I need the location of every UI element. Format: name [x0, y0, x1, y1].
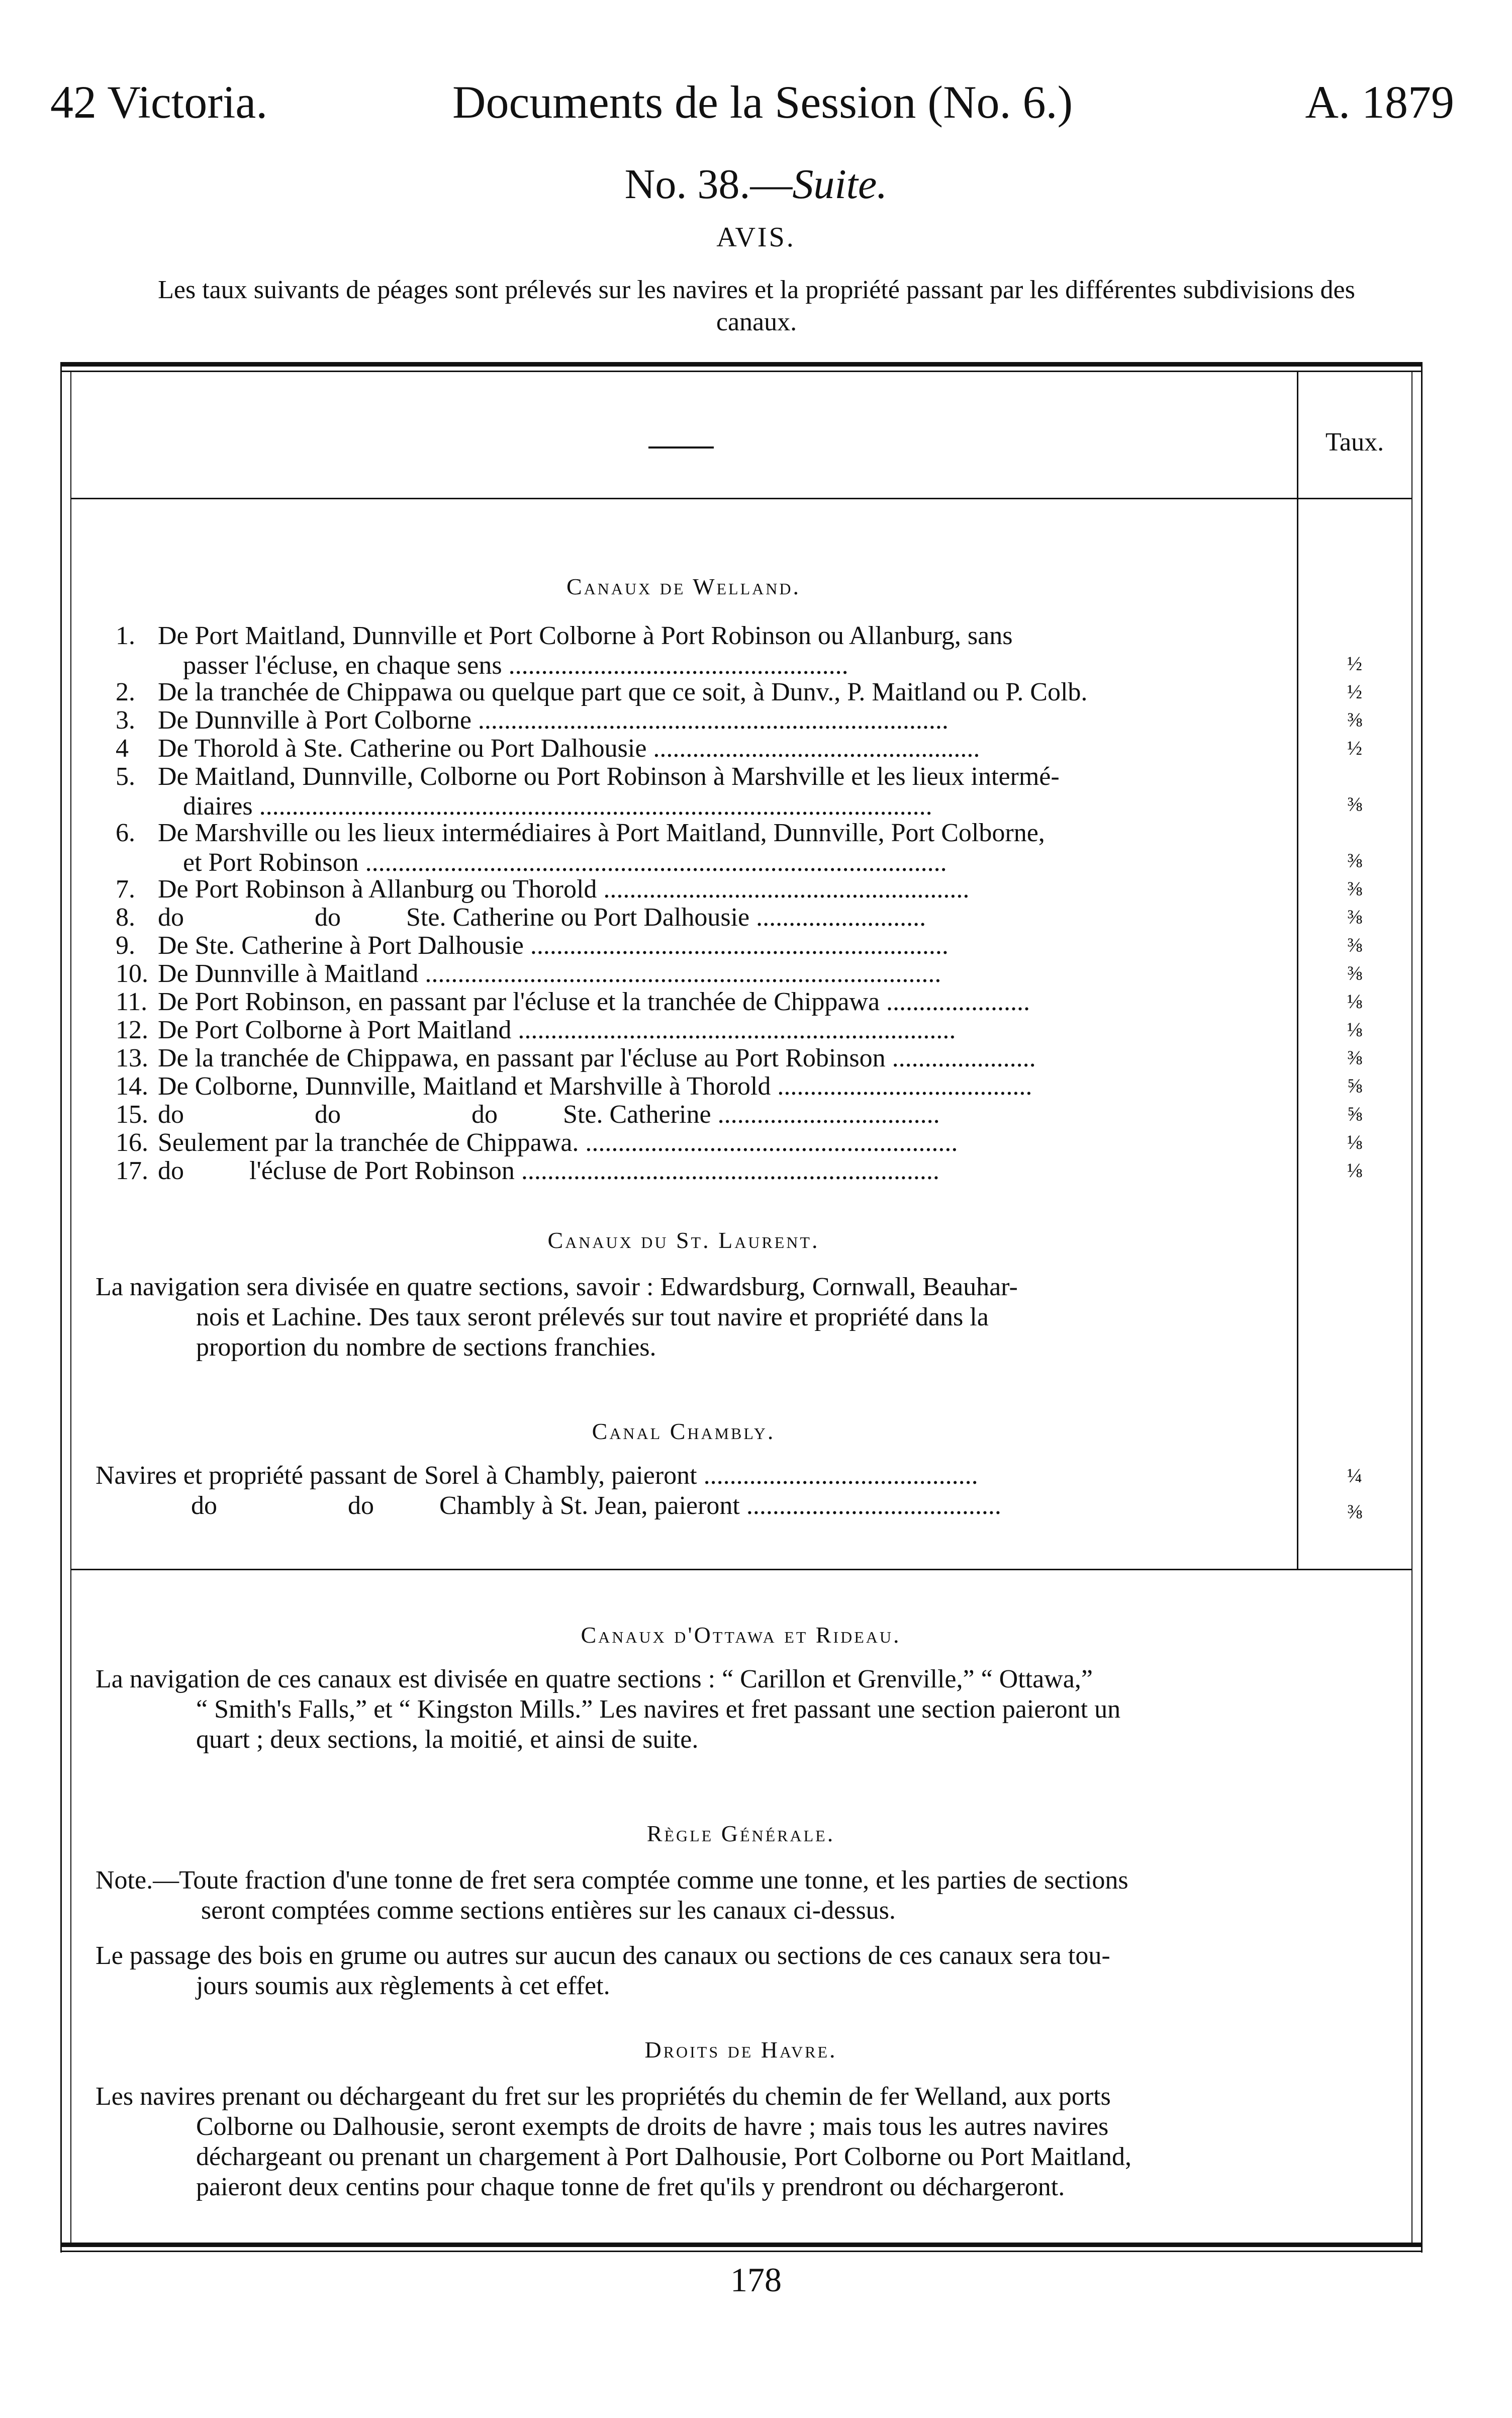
page-title — [0, 160, 1512, 209]
intro-paragraph: Les taux suivants de péages sont prélevés sur les navires et la propriété passant par les différentes subdivisions des canaux. — [158, 276, 1355, 336]
table-row — [116, 1043, 1292, 1071]
taux-value: ⅜ — [1347, 877, 1362, 900]
row-text: De la tranchée de Chippawa, en passant par l'écluse au Port Robinson ...................... — [158, 1044, 1036, 1072]
taux-value: ½ — [1347, 680, 1362, 703]
table-row — [116, 1128, 1292, 1156]
ottawa-paragraph — [96, 1664, 1412, 1755]
row-number: 12. — [116, 1016, 148, 1044]
section-title-welland: Canaux de Welland. — [566, 574, 801, 599]
row-text: De Port Colborne à Port Maitland ................................................................... — [158, 1016, 956, 1044]
taux-value: ⅜ — [1347, 849, 1362, 872]
row-number: 10. — [116, 959, 148, 988]
taux-value: ⅜ — [1347, 1500, 1362, 1523]
taux-value: ⅝ — [1347, 1103, 1362, 1125]
frame-top-rule — [60, 362, 1423, 367]
paragraph-line: La navigation sera divisée en quatre sections, savoir : Edwardsburg, Cornwall, Beauhar- — [96, 1273, 1018, 1301]
table-row — [116, 621, 1292, 680]
row-number: 3. — [116, 706, 135, 735]
paragraph-line: proportion du nombre de sections franchies. — [196, 1333, 656, 1362]
row-text: De Ste. Catherine à Port Dalhousie ................................................................ — [158, 931, 949, 960]
row-text: De Marshville ou les lieux intermédiaires à Port Maitland, Dunnville, Port Colborne, — [158, 819, 1045, 847]
row-number: 13. — [116, 1044, 148, 1072]
taux-value: ⅛ — [1347, 1018, 1362, 1041]
taux-value: ½ — [1347, 737, 1362, 759]
table-row — [116, 959, 1292, 987]
table-row — [116, 987, 1292, 1015]
welland-taux-column — [1307, 621, 1402, 1184]
paragraph-line: Colborne ou Dalhousie, seront exempts de droits de havre ; mais tous les autres navires — [196, 2112, 1109, 2141]
row-text: De Port Robinson à Allanburg ou Thorold ........................................................ — [158, 875, 970, 904]
row-text: De Maitland, Dunnville, Colborne ou Port Robinson à Marshville et les lieux intermé- — [158, 762, 1060, 791]
chambly-row: Navires et propriété passant de Sorel à Chambly, paieront .......................................... — [96, 1461, 978, 1490]
paragraph-line: quart ; deux sections, la moitié, et ainsi de suite. — [196, 1725, 699, 1754]
row-text: Seulement par la tranchée de Chippawa. ......................................................... — [158, 1128, 958, 1157]
header-year: A. 1879 — [1305, 76, 1454, 128]
title-number: No. 38.— — [624, 161, 793, 208]
taux-value: ⅜ — [1347, 906, 1362, 928]
paragraph-line: Le passage des bois en grume ou autres sur aucun des canaux ou sections de ces canaux sera tou- — [96, 1941, 1110, 1970]
table-row — [116, 734, 1292, 762]
header-dash — [648, 446, 714, 449]
row-text-continued: diaires ....................................................................................................... — [183, 792, 932, 821]
taux-value: ⅛ — [1347, 1159, 1362, 1182]
table-row — [116, 931, 1292, 959]
taux-value: ⅜ — [1347, 708, 1362, 731]
frame-right-rule — [1421, 362, 1423, 2253]
taux-value: ¼ — [1347, 1464, 1362, 1487]
table-row — [116, 762, 1292, 821]
table-header-separator — [70, 498, 1411, 499]
page-number: 178 — [730, 2261, 782, 2299]
paragraph-line: La navigation de ces canaux est divisée en quatre sections : “ Carillon et Grenville,” “ Ottawa,” — [96, 1665, 1093, 1693]
frame-bottom-inner-rule — [60, 2251, 1423, 2252]
row-text: do l'écluse de Port Robinson ................................................................ — [158, 1156, 939, 1185]
paragraph-line: seront comptées comme sections entières sur les canaux ci-dessus. — [201, 1896, 896, 1925]
paragraph-line: Les navires prenant ou déchargeant du fret sur les propriétés du chemin de fer Welland, aux ports — [96, 2082, 1111, 2111]
row-text: De Port Maitland, Dunnville et Port Colborne à Port Robinson ou Allanburg, sans — [158, 621, 1013, 650]
row-text: De Thorold à Ste. Catherine ou Port Dalhousie .................................................. — [158, 734, 980, 763]
bois-paragraph — [96, 1941, 1412, 2001]
section-title-ottawa-rideau: Canaux d'Ottawa et Rideau. — [581, 1622, 901, 1648]
note-paragraph — [96, 1865, 1412, 1926]
row-number: 9. — [116, 931, 135, 960]
row-number: 6. — [116, 819, 135, 847]
row-number: 2. — [116, 678, 135, 706]
paragraph-line: Note.—Toute fraction d'une tonne de fret sera comptée comme une tonne, et les parties de sections — [96, 1866, 1128, 1895]
frame-bottom-rule — [60, 2243, 1423, 2247]
taux-value: ⅛ — [1347, 1131, 1362, 1153]
table-row — [116, 705, 1292, 734]
section-title-droits-de-havre: Droits de Havre. — [644, 2037, 837, 2063]
paragraph-line: nois et Lachine. Des taux seront prélevés sur tout navire et propriété dans la — [196, 1303, 989, 1331]
welland-rows — [116, 621, 1292, 1184]
frame-top-inner-rule — [60, 371, 1423, 372]
row-text: do do Ste. Catherine ou Port Dalhousie .......................... — [158, 903, 926, 932]
title-suite: Suite. — [792, 161, 888, 208]
st-laurent-paragraph — [96, 1272, 1292, 1363]
row-number: 1. — [116, 621, 135, 650]
paragraph-line: jours soumis aux règlements à cet effet. — [196, 1972, 610, 2000]
taux-value: ⅜ — [1347, 1046, 1362, 1069]
row-text: De Colborne, Dunnville, Maitland et Marshville à Thorold ....................................... — [158, 1072, 1032, 1101]
table-row — [116, 903, 1292, 931]
row-number: 4 — [116, 734, 129, 763]
table-row — [116, 1071, 1292, 1100]
table-row — [116, 677, 1292, 705]
row-number: 14. — [116, 1072, 148, 1101]
header-session-year: 42 Victoria. — [50, 76, 268, 128]
table-row — [116, 1100, 1292, 1128]
frame-left-inner-rule — [70, 371, 71, 2244]
taux-value: ½ — [1347, 652, 1362, 675]
taux-value: ⅛ — [1347, 990, 1362, 1013]
chambly-taux — [1307, 1461, 1402, 1527]
frame-left-rule — [60, 362, 62, 2253]
notice-heading: AVIS. — [716, 222, 796, 253]
row-text: De Port Robinson, en passant par l'écluse et la tranchée de Chippawa ...................... — [158, 988, 1030, 1016]
row-number: 17. — [116, 1156, 148, 1185]
taux-column-header: Taux. — [1325, 428, 1384, 457]
row-text-continued: passer l'écluse, en chaque sens .................................................... — [183, 651, 848, 680]
row-text-continued: et Port Robinson ......................................................................................... — [183, 848, 947, 877]
row-number: 11. — [116, 988, 148, 1016]
taux-value: ⅜ — [1347, 962, 1362, 984]
table-row — [116, 818, 1292, 877]
paragraph-line: paieront deux centins pour chaque tonne de fret qu'ils y prendront ou déchargeront. — [196, 2173, 1065, 2201]
table-row — [116, 1015, 1292, 1043]
header-document-title: Documents de la Session (No. 6.) — [452, 76, 1073, 128]
row-number: 15. — [116, 1100, 148, 1129]
chambly-row: do do Chambly à St. Jean, paieront ....................................... — [191, 1491, 1001, 1520]
section-title-st-laurent: Canaux du St. Laurent. — [547, 1227, 820, 1253]
row-text: De la tranchée de Chippawa ou quelque part que ce soit, à Dunv., P. Maitland ou P. Colb. — [158, 678, 1088, 706]
taux-value: ⅝ — [1347, 1074, 1362, 1097]
paragraph-line: déchargeant ou prenant un chargement à Port Dalhousie, Port Colborne ou Port Maitland, — [196, 2142, 1131, 2171]
row-number: 16. — [116, 1128, 148, 1157]
table-row — [116, 874, 1292, 903]
row-number: 8. — [116, 903, 135, 932]
row-number: 7. — [116, 875, 135, 904]
table-section-separator — [70, 1569, 1411, 1570]
section-title-chambly: Canal Chambly. — [592, 1418, 776, 1444]
table-row — [116, 1156, 1292, 1184]
paragraph-line: “ Smith's Falls,” et “ Kingston Mills.” Les navires et fret passant une section paieront un — [196, 1695, 1121, 1724]
row-text: De Dunnville à Maitland ............................................................................... — [158, 959, 941, 988]
taux-value: ⅜ — [1347, 793, 1362, 816]
taux-column-divider — [1297, 372, 1298, 1569]
row-number: 5. — [116, 762, 135, 791]
chambly-rows — [96, 1461, 1292, 1521]
havre-paragraph — [96, 2082, 1412, 2202]
section-title-regle-generale: Règle Générale. — [646, 1821, 835, 1846]
row-text: do do do Ste. Catherine .................................. — [158, 1100, 940, 1129]
taux-value: ⅜ — [1347, 934, 1362, 956]
row-text: De Dunnville à Port Colborne ........................................................................ — [158, 706, 949, 735]
